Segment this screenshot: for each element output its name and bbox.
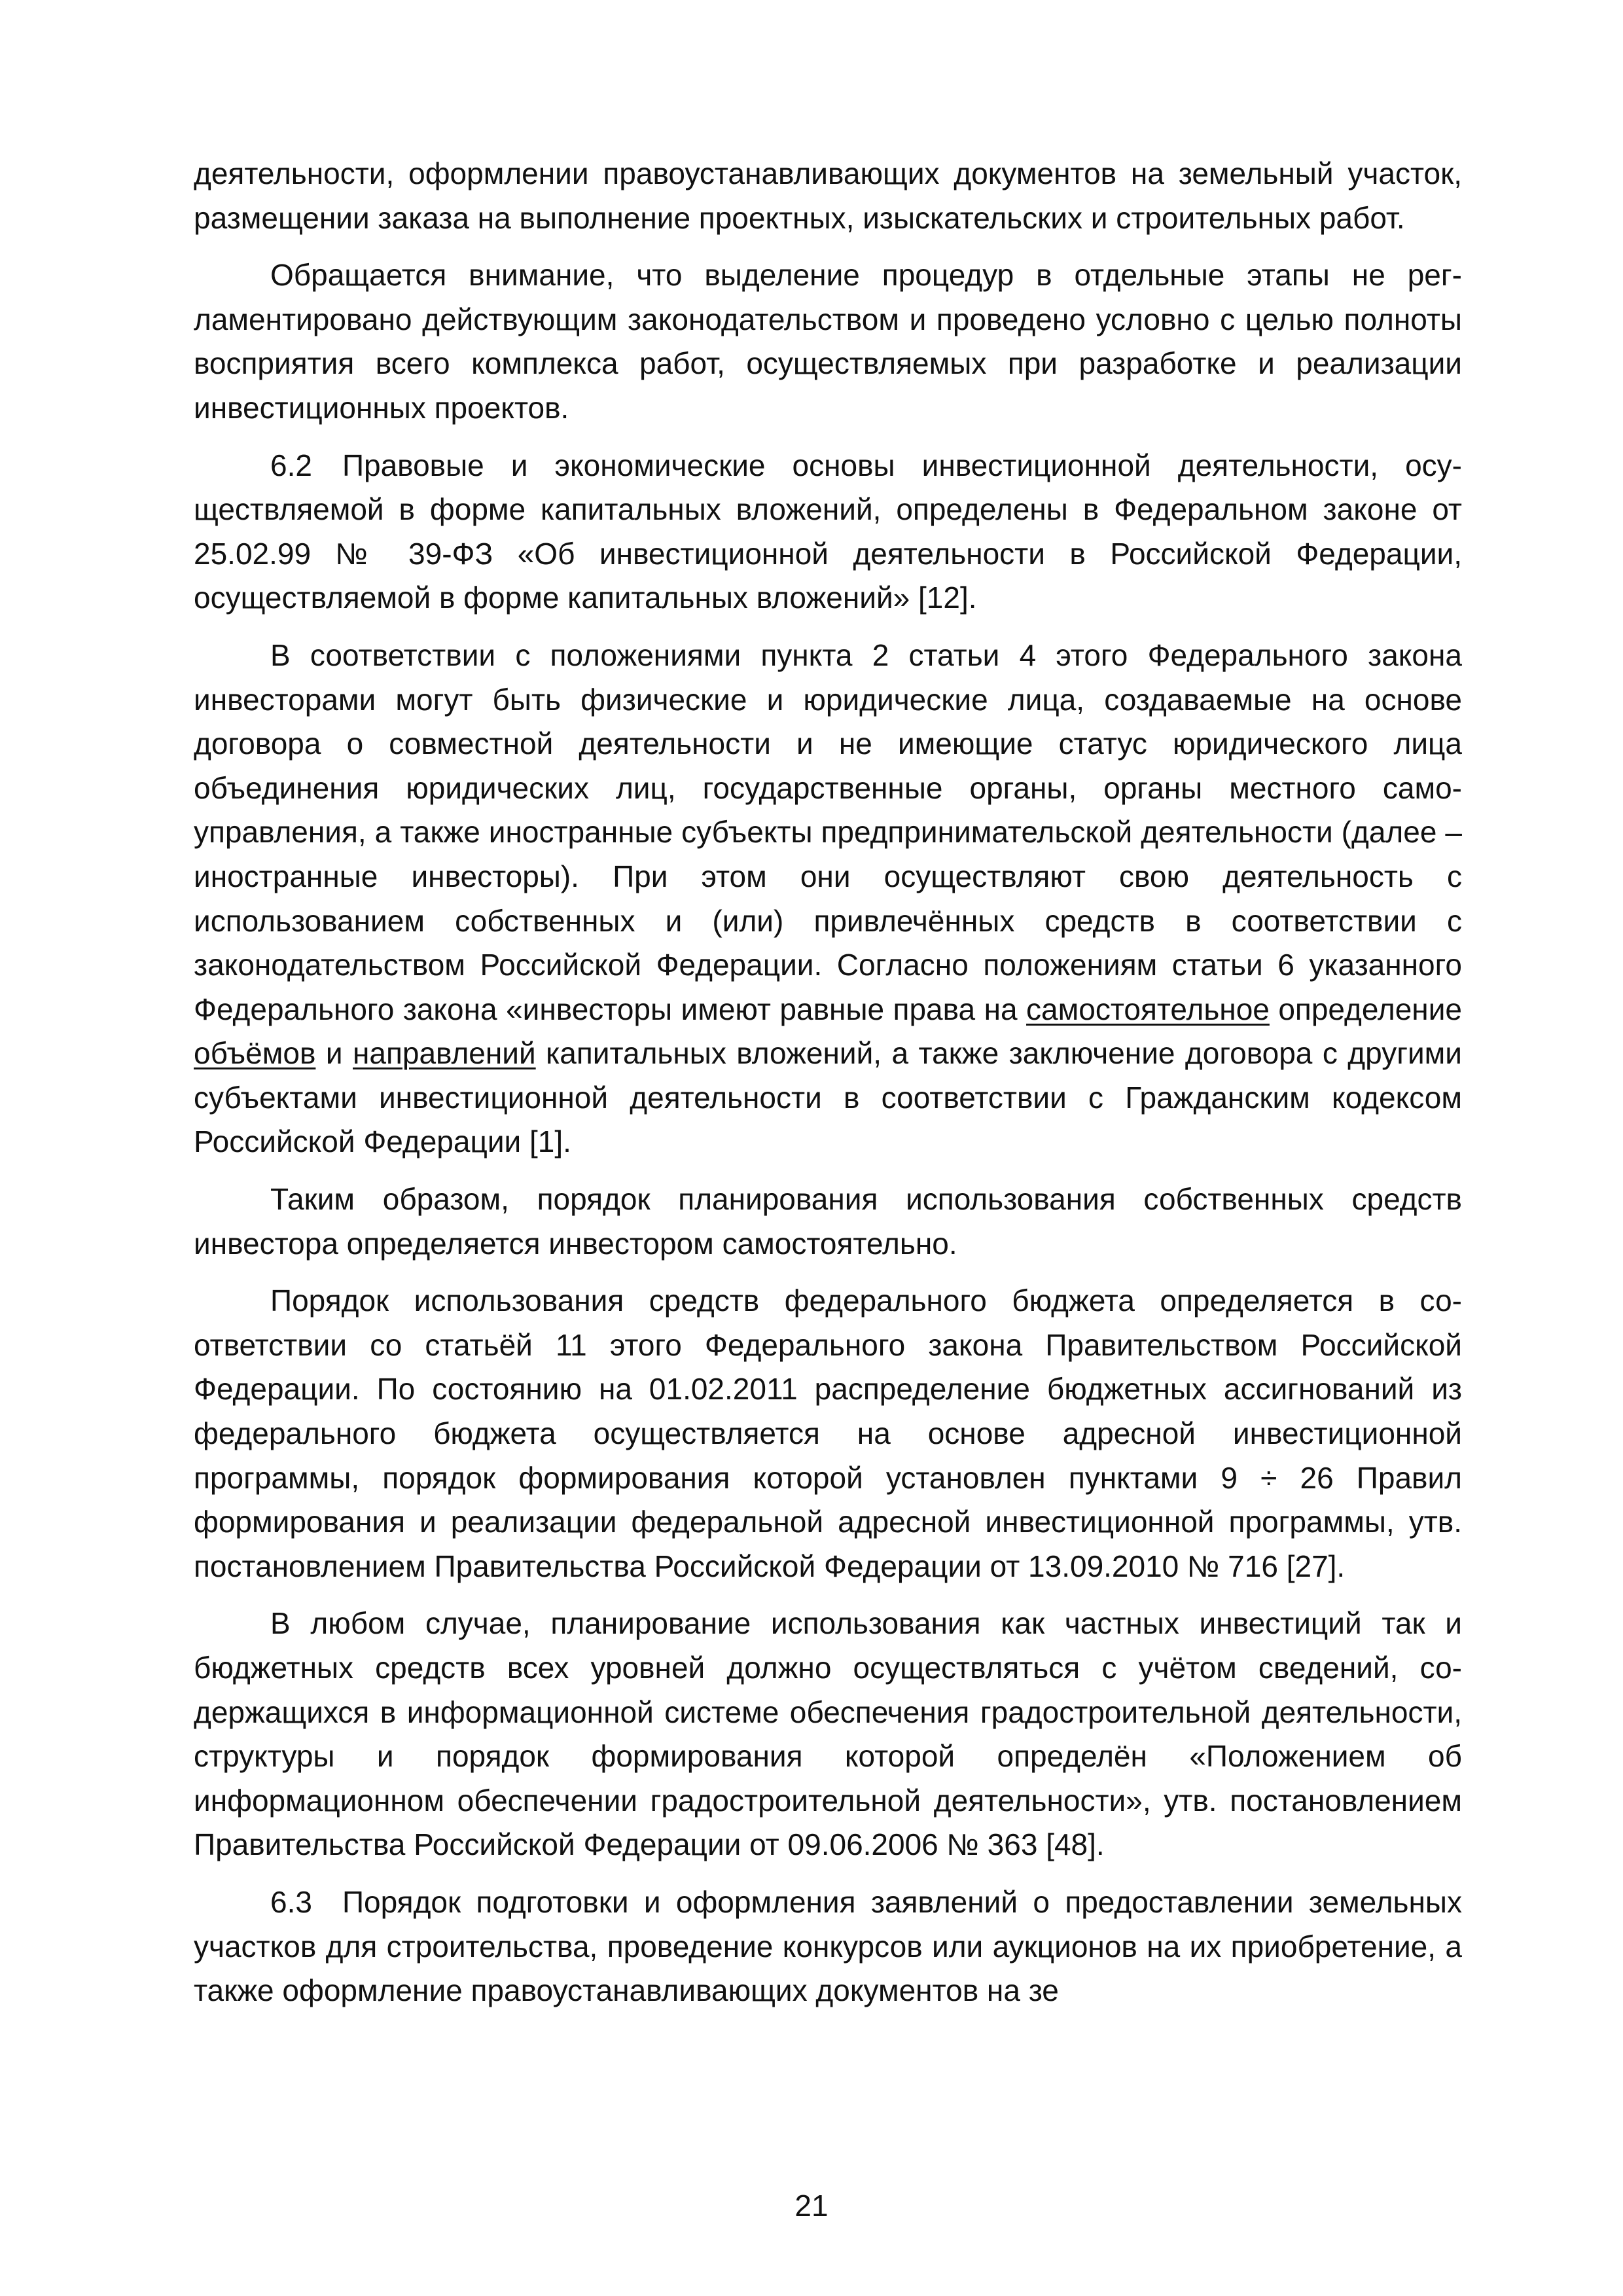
paragraph-information-system: В любом случае, планирование использования как частных инвестиций так и бюджетных средств всех уровней должно осуществляться с учётом сведений, содержащихся в информационной системе обеспечения градостроительной деятельности, структуры и порядок формирования которой определён «Положением об информационном обеспечении градостроительной деятельности», утв. постановлением Правительства Российской Федерации от 09.06.2006 № 363 [48]. <box>194 1606 1462 1862</box>
paragraph-federal-budget: Порядок использования средств федерального бюджета определяется в соответствии со статьёй 11 этого Федерального закона Правительством Российской Федерации. По состоянию на 01.02.2011 распределение бюджетных ассигнований из федерального бюджета осуществляется на основе адресной инвестиционной программы, порядок формирования которой установлен пунктами 9 ÷ 26 Правил формирования и реализации федеральной адресной инвестиционной программы, утв. постановлением Правительства Российской Федерации от 13.09.2010 № 716 [27]. <box>194 1283 1462 1583</box>
paragraph-investors <box>194 634 1462 1164</box>
underlined-term-volumes: объёмов <box>194 1036 316 1071</box>
investors-text-part-3: и <box>315 1036 353 1071</box>
paragraph-continued: деятельности, оформлении правоустанавливающих документов на земельный участок, размещении заказа на выполнение проектных, изыскательских и строительных работ. <box>194 156 1462 235</box>
paragraph-own-funds: Таким образом, порядок планирования использования собственных средств инвестора определяется инвестором самостоятельно. <box>194 1182 1462 1261</box>
page-body-text <box>194 152 1462 2026</box>
underlined-term-directions: направлений <box>353 1036 536 1071</box>
paragraph-procedure-note: Обращается внимание, что выделение процедур в отдельные этапы не регламентировано действующим законодательством и проведено условно с целью полноты восприятия всего комплекса работ, осуществляемых при разработке и реализации инвестиционных проектов. <box>194 258 1462 425</box>
underlined-term-independent: самостоятельное <box>1026 992 1270 1026</box>
paragraph-section-6-2: 6.2 Правовые и экономические основы инвестиционной деятельности, осуществляемой в форме капитальных вложений, определены в Федеральном законе от 25.02.99 № 39-ФЗ «Об инвестиционной деятельности в Российской Федерации, осуществляемой в форме капитальных вложений» [12]. <box>194 448 1462 615</box>
paragraph-section-6-3: 6.3 Порядок подготовки и оформления заявлений о предоставлении земельных участков для строительства, проведение конкурсов или аукционов на их приобретение, а также оформление правоустанавливающих документов на зе <box>194 1884 1462 2008</box>
investors-text-part-2: определение <box>1269 992 1462 1026</box>
page-number: 21 <box>794 2189 829 2223</box>
investors-text-part-1: В соответствии с положениями пункта 2 статьи 4 этого Федерального закона инвесторами могут быть физические и юридические лица, создаваемые на основе договора о совместной деятельности и не имеющие статус юридического лица объединения юридических лиц, государственные органы, органы местного самоуправления, а также иностранные субъекты предпринимательской деятельности (далее – иностранные инвесторы). При этом они осуществляют свою деятельность с использованием собственных и (или) привлечённых средств в соответствии с законодательством Российской Федерации. Согласно положениям статьи 6 указанного Федерального закона «инвесторы имеют равные права на <box>194 637 1462 1026</box>
investors-text-part-4: капитальных вложений, а также заключение договора с другими субъектами инвестиционной деятельности в соответствии с Гражданским кодексом Российской Федерации [1]. <box>194 1036 1462 1159</box>
